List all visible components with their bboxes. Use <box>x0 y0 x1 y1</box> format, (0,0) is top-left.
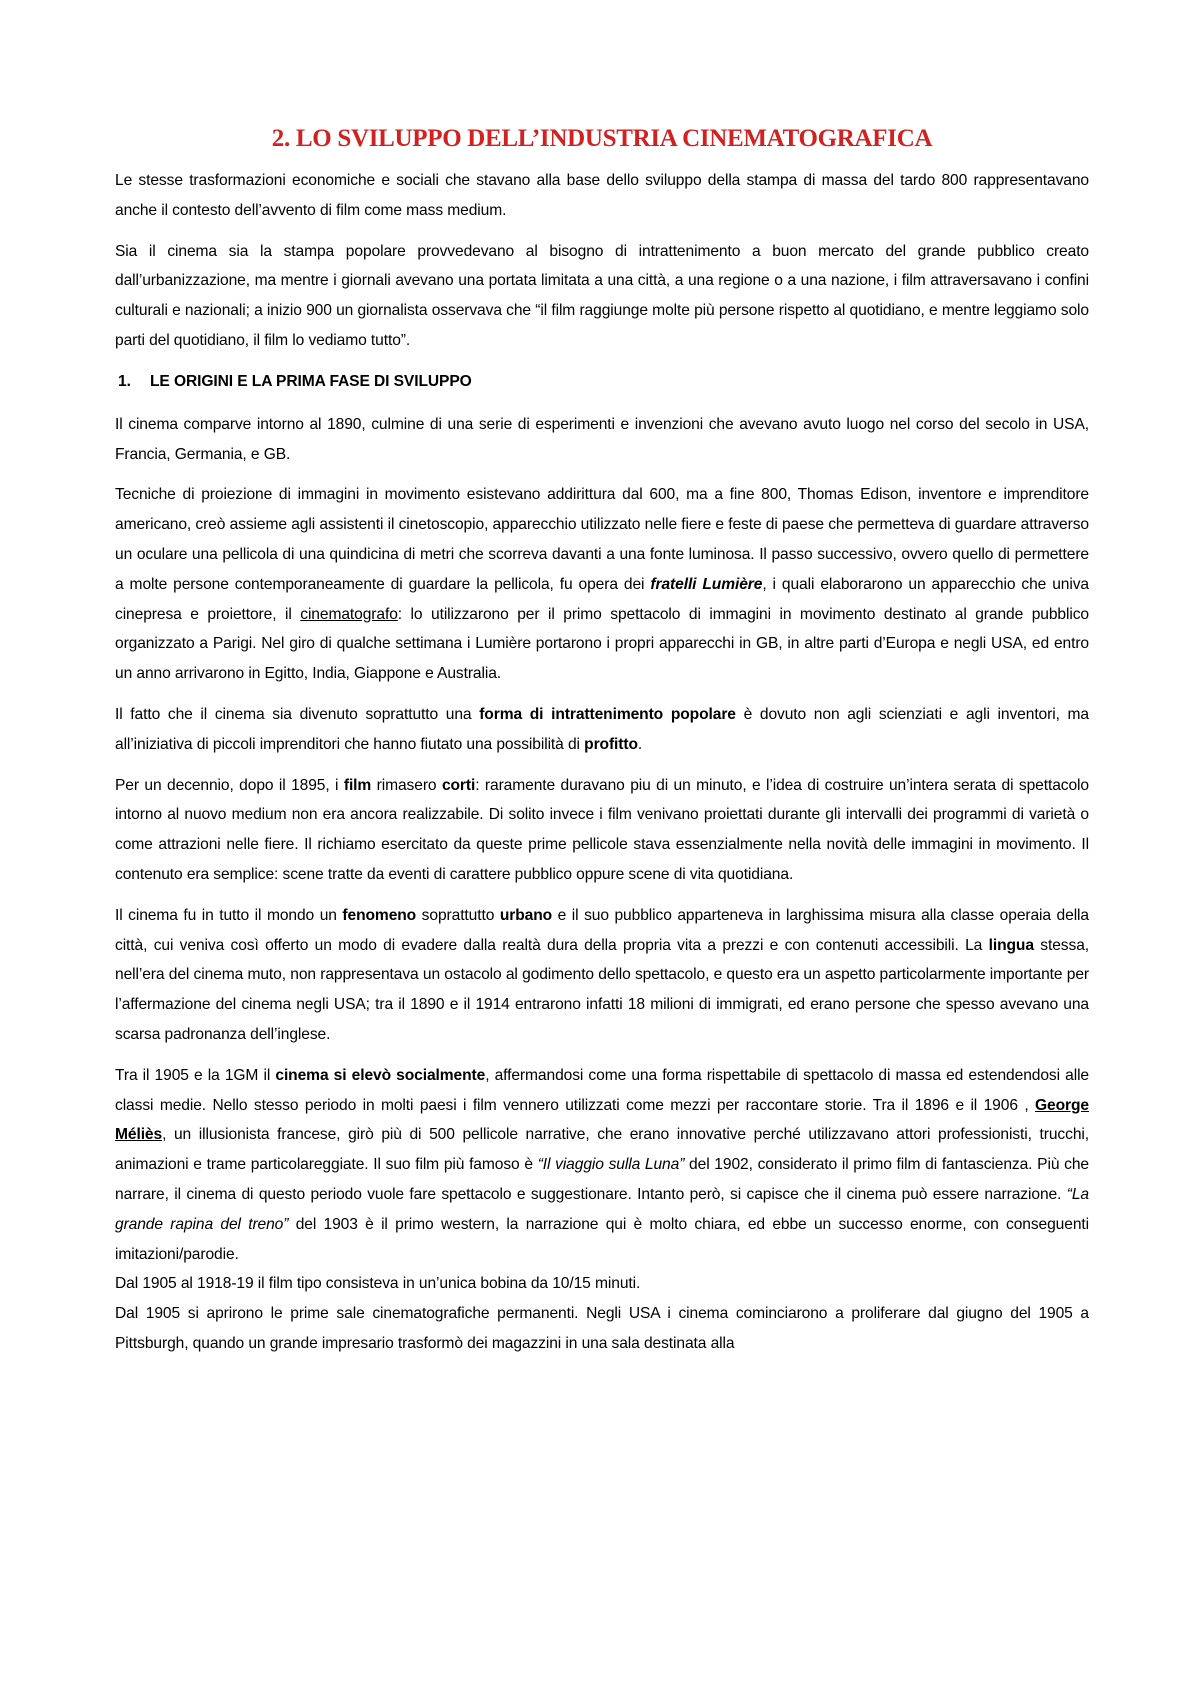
intro-paragraph-1: Le stesse trasformazioni economiche e sociali che stavano alla base dello sviluppo della stampa di massa del tardo 800 rappresentavano anche il contesto dell’avvento di film come mass medium. <box>115 172 1089 219</box>
section-number: 1. <box>118 372 131 390</box>
emphasis-fratelli-lumiere: fratelli Lumière <box>650 575 763 593</box>
paragraph-social-elevation <box>115 1061 1089 1270</box>
paragraph-urban-phenomenon <box>115 901 1089 1050</box>
bold-profitto: profitto <box>584 735 638 753</box>
bold-film: film <box>343 776 372 794</box>
text-run: Per un decennio, dopo il 1895, i <box>115 776 344 794</box>
bold-fenomeno: fenomeno <box>342 906 417 924</box>
bold-lingua: lingua <box>988 936 1034 954</box>
document-title: 2. LO SVILUPPO DELL’INDUSTRIA CINEMATOGRAFICA <box>271 125 933 152</box>
bold-corti: corti <box>441 776 476 794</box>
document-body <box>115 122 1089 1359</box>
italic-viaggio-luna: “Il viaggio sulla Luna” <box>537 1156 685 1174</box>
text-run: è dovuto non agli scienziati e agli inventori, ma all’iniziativa di piccoli imprenditori che hanno fiutato una possibilità di <box>115 705 1089 753</box>
paragraph-origins: Il cinema comparve intorno al 1890, culmine di una serie di esperimenti e invenzioni che avevano avuto luogo nel corso del secolo in USA, Francia, Germania, e GB. <box>115 415 1089 463</box>
text-run: Tra il 1905 e la 1GM il <box>115 1066 276 1084</box>
paragraph-popular-entertainment <box>115 700 1089 760</box>
paragraph-short-films <box>115 771 1089 890</box>
text-run: , affermandosi come una forma rispettabile di spettacolo di massa ed estendendosi alle classi medie. Nello stesso periodo in molti paesi i film vennero utilizzati come mezzi per raccontare storie. Tra il 1896 e il 1906 , <box>115 1066 1090 1114</box>
underlined-cinematografo: cinematografo <box>300 605 398 623</box>
text-run: Il fatto che il cinema sia divenuto soprattutto una <box>115 705 480 723</box>
text-run: soprattutto <box>416 906 500 924</box>
text-run: rimasero <box>371 776 442 794</box>
text-run: , un illusionista francese, girò più di 500 pellicole narrative, che erano innovative perché utilizzavano attori professionisti, trucchi, animazioni e trame particolareggiate. Il suo film più famoso è <box>115 1126 1089 1174</box>
paragraph-single-reel: Dal 1905 al 1918-19 il film tipo consisteva in un’unica bobina da 10/15 minuti. <box>115 1275 641 1293</box>
paragraph-lumiere <box>115 480 1089 689</box>
text-run: : raramente duravano piu di un minuto, e l’idea di costruire un’intera serata di spettacolo intorno al nuovo medium non era ancora realizzabile. Di solito invece i film venivano proiettati durante gli intervalli dei programmi di varietà o come attrazioni nelle fiere. Il richiamo esercitato da queste prime pellicole stava essenzialmente nella novità delle immagini in movimento. Il contenuto era semplice: scene tratte da eventi di carattere pubblico oppure scene di vita quotidiana. <box>115 776 1089 883</box>
text-run: : lo utilizzarono per il primo spettacolo di immagini in movimento destinato al grande pubblico organizzato a Parigi. Nel giro di qualche settimana i Lumière portarono i propri apparecchi in GB, in altre parti d’Europa e negli USA, ed entro un anno arrivarono in Egitto, India, Giappone e Australia. <box>115 605 1089 683</box>
italic-grande-rapina: “La grande rapina del treno” <box>115 1185 1089 1233</box>
bold-cinema-elevo: cinema si elevò socialmente <box>275 1066 486 1084</box>
section-heading-text: LE ORIGINI E LA PRIMA FASE DI SVILUPPO <box>150 372 472 390</box>
paragraph-permanent-theaters: Dal 1905 si aprirono le prime sale cinematografiche permanenti. Negli USA i cinema cominciarono a proliferare dal giugno del 1905 a Pittsburgh, quando un grande impresario trasformò dei magazzini in una sala destinata alla <box>115 1305 1089 1352</box>
text-run: . <box>637 735 643 753</box>
text-run: stessa, nell’era del cinema muto, non rappresentava un ostacolo al godimento dello spettacolo, e questo era un aspetto particolarmente importante per l’affermazione del cinema negli USA; tra il 1890 e il 1914 entrarono infatti 18 milioni di immigrati, ed erano persone che spesso avevano una scarsa padronanza dell’inglese. <box>115 936 1089 1043</box>
text-run: Tecniche di proiezione di immagini in movimento esistevano addirittura dal 600, ma a fine 800, Thomas Edison, inventore e imprenditore americano, creò assieme agli assistenti il cinetoscopio, apparecchio utilizzato nelle fiere e feste di paese che permetteva di guardare attraverso un oculare una pellicola di una quindicina di metri che scorreva davanti a una fonte luminosa. Il passo successivo, ovvero quello di permettere a molte persone contemporaneamente di guardare la pellicola, fu opera dei <box>115 486 1089 593</box>
text-run: , i quali elaborarono un apparecchio che univa cinepresa e proiettore, il <box>115 575 1089 623</box>
intro-paragraph-2: Sia il cinema sia la stampa popolare provvedevano al bisogno di intrattenimento a buon mercato del grande pubblico creato dall’urbanizzazione, ma mentre i giornali avevano una portata limitata a una città, a una regione o a una nazione, i film attraversavano i confini culturali e nazionali; a inizio 900 un giornalista osservava che “il film raggiunge molte più persone rispetto al quotidiano, e mentre leggiamo solo parti del quotidiano, il film lo vediamo tutto”. <box>115 242 1089 349</box>
text-run: del 1903 è il primo western, la narrazione qui è molto chiara, ed ebbe un successo enorme, con conseguenti imitazioni/parodie. <box>115 1215 1089 1263</box>
bold-underlined-melies: George Méliès <box>115 1096 1089 1144</box>
bold-urbano: urbano <box>499 906 553 924</box>
text-run: del 1902, considerato il primo film di fantascienza. Più che narrare, il cinema di questo periodo vuole fare spettacolo e suggestionare. Intanto però, si capisce che il cinema può essere narrazione. <box>115 1156 1089 1203</box>
section-heading <box>115 367 1089 397</box>
text-run: e il suo pubblico apparteneva in larghissima misura alla classe operaia della città, cui veniva così offerto un modo di evadere dalla realtà dura della propria vita a prezzi e con contenuti accessibili. La <box>115 906 1089 954</box>
text-run: Il cinema fu in tutto il mondo un <box>115 906 343 924</box>
bold-forma-intrattenimento: forma di intrattenimento popolare <box>479 705 736 723</box>
